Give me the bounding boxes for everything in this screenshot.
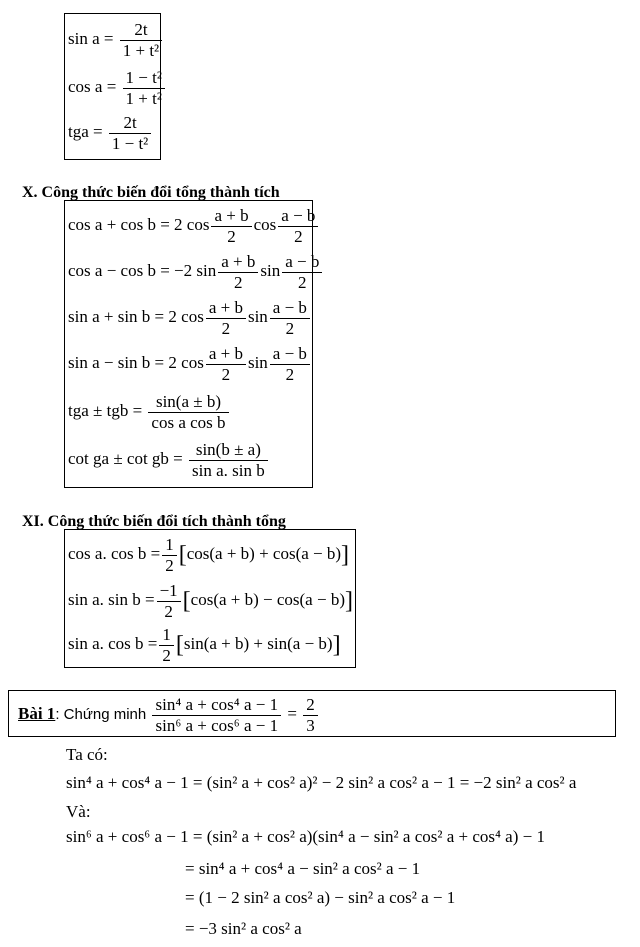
formula-sin-minus-sin: sin a − sin b = 2 cos $\frac{a + b}{2}$ sin $\frac{a - b}{2}$ <box>68 344 312 384</box>
section-xi-title: XI. Công thức biến đổi tích thành tổng <box>22 513 286 530</box>
formula-cos-cos: cos a. cos b = $\frac{1}{2}$ [cos(a + b) + cos(a − b)] <box>68 535 350 575</box>
solution-ta-co: Ta có: <box>66 745 108 764</box>
formula-cotg-sum: cot ga ± cot gb = $\frac{\sin(b \pm a)}{\text{sin a. sin b}}$ <box>68 440 270 480</box>
solution-va: Và: <box>66 802 91 821</box>
formula-tg-t: tga = $\frac{2t}{\text{1 − t²}}$ <box>68 113 153 153</box>
formula-sin-cos: sin a. cos b = $\frac{1}{2}$ [sin(a + b) + sin(a − b)] <box>68 625 341 665</box>
solution-line-3: = sin⁴ a + cos⁴ a − sin² a cos² a − 1 <box>185 859 421 878</box>
formula-cos-minus-cos: cos a − cos b = −2 sin $\frac{a + b}{2}$ sin $\frac{a - b}{2}$ <box>68 252 324 292</box>
solution-line-1: sin⁴ a + cos⁴ a − 1 = (sin² a + cos² a)² − 2 sin² a cos² a − 1 = −2 sin² a cos² a <box>66 773 577 792</box>
solution-line-5: = −3 sin² a cos² a <box>185 919 302 938</box>
formula-sin-t: sin a = $\frac{2t}{\text{1 + t²}}$ <box>68 20 164 60</box>
section-x-title: X. Công thức biến đổi tổng thành tích <box>22 184 280 201</box>
formula-sin-plus-sin: sin a + sin b = 2 cos $\frac{a + b}{2}$ sin $\frac{a - b}{2}$ <box>68 298 312 338</box>
exercise-prompt: : Chứng minh <box>55 705 147 723</box>
formula-cos-plus-cos: cos a + cos b = 2 cos $\frac{a + b}{2}$ cos $\frac{a - b}{2}$ <box>68 206 320 246</box>
formula-tg-sum: tga ± tgb = $\frac{\sin(a \pm b)}{\text{cos a cos b}}$ <box>68 392 231 432</box>
solution-line-4: = (1 − 2 sin² a cos² a) − sin² a cos² a − 1 <box>185 888 456 907</box>
exercise-statement: Bài 1: Chứng minh $\frac{\text{sin⁴ a + cos⁴ a − 1}}{\text{sin⁶ a + cos⁶ a − 1}}$ = $\frac{2}{3}$ <box>18 695 320 735</box>
solution-line-2: sin⁶ a + cos⁶ a − 1 = (sin² a + cos² a)(sin⁴ a − sin² a cos² a + cos⁴ a) − 1 <box>66 827 545 846</box>
exercise-label: Bài 1 <box>18 703 56 723</box>
formula-cos-t: cos a = $\frac{\text{1 − t²}}{\text{1 + t²}}$ <box>68 68 167 108</box>
formula-sin-sin: sin a. sin b = $\frac{-1}{2}$ [cos(a + b) − cos(a − b)] <box>68 581 353 621</box>
